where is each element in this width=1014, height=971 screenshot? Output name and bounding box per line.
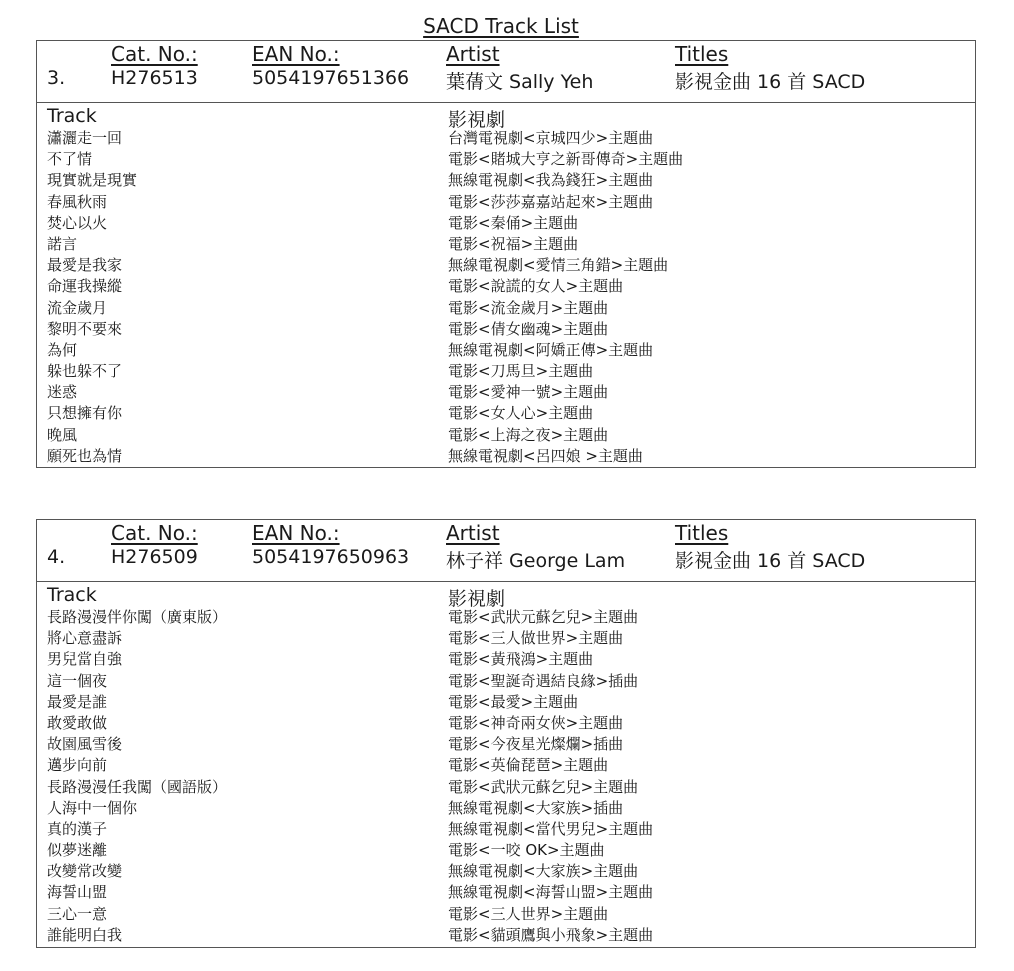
track-name: 男兒當自強 [47,650,123,669]
track-name: 似夢迷離 [47,841,108,860]
track-name: 改變常改變 [47,862,123,881]
film-tv-column-heading: 影視劇 [448,109,506,131]
album-block [36,519,976,948]
track-name: 晚風 [47,425,78,444]
source-description: 電影<神奇兩女俠>主題曲 [448,713,624,732]
source-description: 電影<流金歲月>主題曲 [448,298,609,317]
album-index: 4. [47,546,66,568]
cat-no-value: H276513 [111,67,198,89]
source-description: 電影<刀馬旦>主題曲 [448,362,594,381]
album-title-value: 影視金曲 16 首 SACD [675,550,866,572]
film-tv-column-heading: 影視劇 [448,588,506,610]
ean-no-label: EAN No.: [252,521,340,545]
source-description: 電影<武狀元蘇乞兒>主題曲 [448,777,639,796]
source-description: 電影<倩女幽魂>主題曲 [448,319,609,338]
source-description: 電影<一咬 OK>主題曲 [448,841,605,860]
album-header [37,520,975,582]
source-description: 電影<愛神一號>主題曲 [448,383,609,402]
source-description: 電影<英倫琵琶>主題曲 [448,756,609,775]
source-description: 電影<貓頭鷹與小飛象>主題曲 [448,925,654,944]
source-description: 無線電視劇<海誓山盟>主題曲 [448,883,654,902]
cat-no-label: Cat. No.: [111,42,198,66]
track-name: 誰能明白我 [47,925,123,944]
track-name: 躲也躲不了 [47,362,123,381]
source-description: 電影<莎莎嘉嘉站起來>主題曲 [448,192,654,211]
source-description: 無線電視劇<當代男兒>主題曲 [448,819,654,838]
cat-no-label: Cat. No.: [111,521,198,545]
cat-no-value: H276509 [111,546,198,568]
source-description: 電影<賭城大亨之新哥傳奇>主題曲 [448,150,684,169]
track-name: 不了情 [47,150,93,169]
track-name: 流金歲月 [47,298,108,317]
artist-label: Artist [446,521,500,545]
track-name: 只想擁有你 [47,404,123,423]
track-name: 迷惑 [47,383,78,402]
track-name: 長路漫漫伴你闖（廣東版） [47,608,228,626]
source-description: 無線電視劇<愛情三角錯>主題曲 [448,256,669,275]
source-description: 無線電視劇<呂四娘 >主題曲 [448,446,643,465]
album-index: 3. [47,67,66,89]
artist-value: 林子祥 George Lam [446,550,626,572]
ean-no-value: 5054197651366 [252,67,410,89]
track-name: 最愛是誰 [47,692,108,711]
ean-no-label: EAN No.: [252,42,340,66]
track-name: 現實就是現實 [47,171,138,190]
source-description: 電影<說謊的女人>主題曲 [448,277,624,296]
source-description: 電影<最愛>主題曲 [448,692,579,711]
track-name: 海誓山盟 [47,883,108,902]
source-description: 電影<上海之夜>主題曲 [448,425,609,444]
source-description: 電影<秦俑>主題曲 [448,213,579,232]
track-list [47,607,227,946]
track-name: 命運我操縱 [47,277,123,296]
track-name: 最愛是我家 [47,256,123,275]
source-description: 電影<聖誕奇遇結良緣>插曲 [448,671,639,690]
track-name: 黎明不要來 [47,319,123,338]
track-name: 三心一意 [47,904,108,923]
track-name: 故園風雪後 [47,735,123,754]
track-name: 諾言 [47,234,78,253]
track-name: 將心意盡訴 [47,629,123,648]
source-description: 電影<女人心>主題曲 [448,404,594,423]
album-block [36,40,976,468]
track-name: 人海中一個你 [47,798,138,817]
track-name: 敢愛敢做 [47,713,108,732]
track-name: 邁步向前 [47,756,108,775]
source-description: 電影<祝福>主題曲 [448,234,579,253]
track-name: 瀟灑走一回 [47,129,123,147]
track-name: 長路漫漫任我闖（國語版） [47,777,228,796]
artist-value: 葉蒨文 Sally Yeh [446,71,594,93]
album-title-value: 影視金曲 16 首 SACD [675,71,866,93]
source-description: 無線電視劇<大家族>插曲 [448,798,624,817]
track-column-heading: Track [47,105,97,127]
track-name: 願死也為情 [47,446,123,465]
source-description: 電影<黃飛鴻>主題曲 [448,650,594,669]
ean-no-value: 5054197650963 [252,546,410,568]
track-name: 這一個夜 [47,671,108,690]
page-title: SACD Track List [423,14,579,38]
source-description: 電影<三人做世界>主題曲 [448,629,624,648]
source-description: 台灣電視劇<京城四少>主題曲 [448,129,654,147]
source-description: 電影<武狀元蘇乞兒>主題曲 [448,608,639,626]
source-description: 無線電視劇<阿嬌正傳>主題曲 [448,340,654,359]
track-list [47,128,137,467]
source-description: 無線電視劇<我為錢狂>主題曲 [448,171,654,190]
source-description: 電影<三人世界>主題曲 [448,904,609,923]
source-description: 電影<今夜星光燦爛>插曲 [448,735,624,754]
track-column-heading: Track [47,584,97,606]
track-name: 真的漢子 [47,819,108,838]
titles-label: Titles [675,42,729,66]
titles-label: Titles [675,521,729,545]
track-name: 春風秋雨 [47,192,108,211]
source-list [448,607,653,946]
source-list [448,128,683,467]
track-name: 焚心以火 [47,213,108,232]
album-header [37,41,975,103]
track-name: 為何 [47,340,78,359]
artist-label: Artist [446,42,500,66]
source-description: 無線電視劇<大家族>主題曲 [448,862,639,881]
